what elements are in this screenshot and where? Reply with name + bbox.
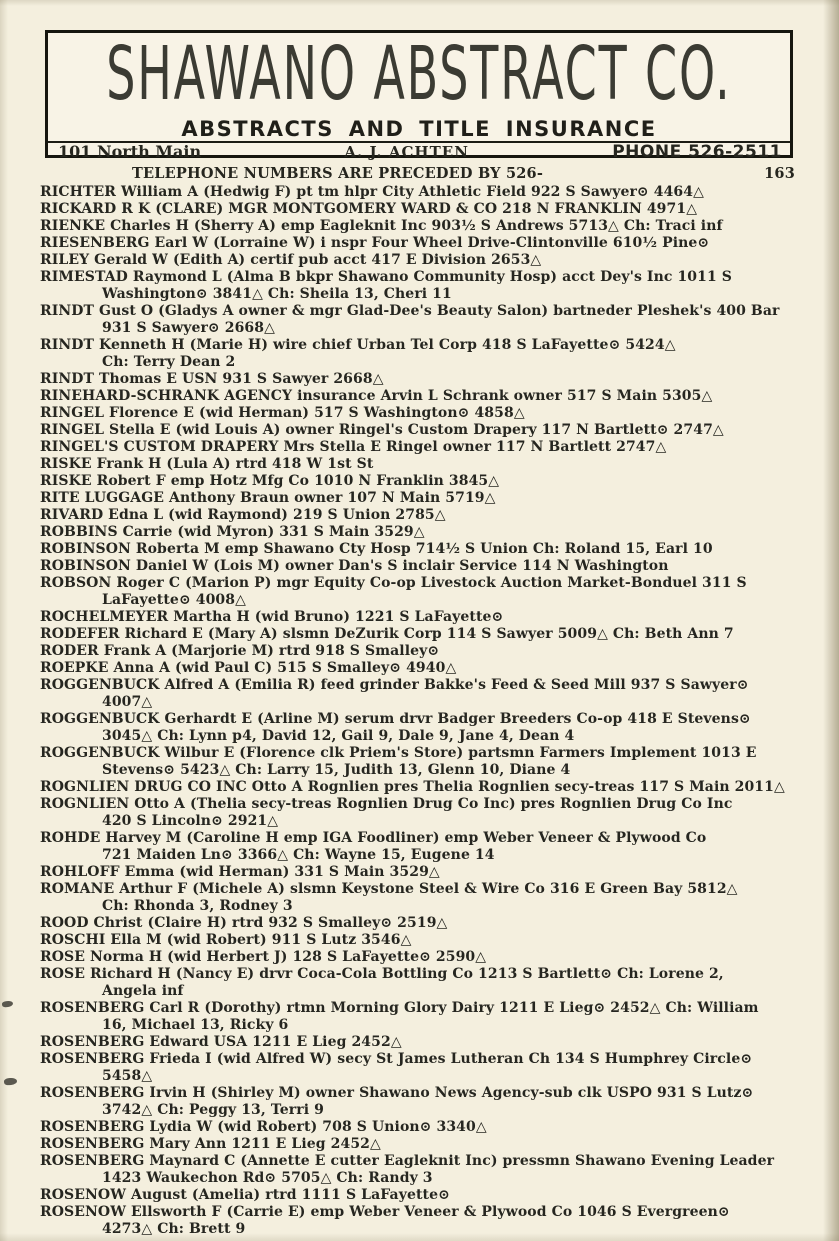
entry-line: 931 S Sawyer⊙ 2668△ <box>102 320 275 336</box>
entry-line: ROEPKE Anna A (wid Paul C) 515 S Smalley⊙ 4940△ <box>40 660 457 676</box>
entry-line: 5458△ <box>102 1068 153 1084</box>
directory-entry <box>40 405 823 422</box>
page-number: 163 <box>764 165 795 182</box>
entry-line: ROGGENBUCK Gerhardt E (Arline M) serum drvr Badger Breeders Co-op 418 E Stevens⊙ <box>40 711 751 727</box>
directory-entry <box>40 235 823 252</box>
entry-line: RINDT Gust O (Gladys A owner & mgr Glad-Dee's Beauty Salon) bartneder Pleshek's 400 Bar <box>40 303 780 319</box>
entry-line: 3742△ Ch: Peggy 13, Terri 9 <box>102 1102 324 1118</box>
directory-entry <box>40 507 823 524</box>
directory-entry <box>40 1153 823 1187</box>
entry-line: ROSE Norma H (wid Herbert J) 128 S LaFayette⊙ 2590△ <box>40 949 487 965</box>
directory-entry <box>40 575 823 609</box>
directory-entry <box>40 915 823 932</box>
ad-agent-name: A. J. ACHTEN <box>344 143 469 161</box>
directory-entry <box>40 252 823 269</box>
entry-line: ROBBINS Carrie (wid Myron) 331 S Main 3529△ <box>40 524 425 540</box>
directory-entry <box>40 745 823 779</box>
entry-line: ROSENBERG Mary Ann 1211 E Lieg 2452△ <box>40 1136 381 1152</box>
directory-entry <box>40 864 823 881</box>
entry-line: ROSENBERG Carl R (Dorothy) rtmn Morning Glory Dairy 1211 E Lieg⊙ 2452△ Ch: William <box>40 1000 759 1016</box>
entry-line: RINGEL'S CUSTOM DRAPERY Mrs Stella E Ringel owner 117 N Bartlett 2747△ <box>40 439 667 455</box>
directory-entry <box>40 609 823 626</box>
entry-line: Washington⊙ 3841△ Ch: Sheila 13, Cheri 11 <box>102 286 452 302</box>
entry-line: RICKARD R K (CLARE) MGR MONTGOMERY WARD & CO 218 N FRANKLIN 4971△ <box>40 201 698 217</box>
telephone-prefix-note: TELEPHONE NUMBERS ARE PRECEDED BY 526- <box>132 165 544 182</box>
directory-entry <box>40 881 823 915</box>
directory-entry <box>40 1119 823 1136</box>
directory-entry <box>40 456 823 473</box>
ad-company-name <box>48 31 790 117</box>
entry-line: ROOD Christ (Claire H) rtrd 932 S Smalley⊙ 2519△ <box>40 915 448 931</box>
directory-entry <box>40 1051 823 1085</box>
entry-line: 420 S Lincoln⊙ 2921△ <box>102 813 279 829</box>
directory-entry <box>40 643 823 660</box>
directory-entry <box>40 269 823 303</box>
directory-entries <box>40 184 823 1238</box>
entry-line: ROSENBERG Lydia W (wid Robert) 708 S Union⊙ 3340△ <box>40 1119 487 1135</box>
entry-line: ROSCHI Ella M (wid Robert) 911 S Lutz 3546△ <box>40 932 412 948</box>
entry-line: RIMESTAD Raymond L (Alma B bkpr Shawano Community Hosp) acct Dey's Inc 1011 S <box>40 269 732 285</box>
entry-line: ROHDE Harvey M (Caroline H emp IGA Foodliner) emp Weber Veneer & Plywood Co <box>40 830 707 846</box>
ad-contact-row <box>58 142 782 162</box>
directory-entry <box>40 626 823 643</box>
directory-entry <box>40 1136 823 1153</box>
entry-line: ROGGENBUCK Wilbur E (Florence clk Priem's Store) partsmn Farmers Implement 1013 E <box>40 745 757 761</box>
entry-line: ROGNLIEN Otto A (Thelia secy-treas Rognlien Drug Co Inc) pres Rognlien Drug Co Inc <box>40 796 733 812</box>
advertisement-box <box>45 30 793 162</box>
entry-line: RINDT Thomas E USN 931 S Sawyer 2668△ <box>40 371 384 387</box>
directory-entry <box>40 303 823 337</box>
page-header-row <box>40 165 795 182</box>
directory-entry <box>40 932 823 949</box>
entry-line: ROGNLIEN DRUG CO INC Otto A Rognlien pres Thelia Rognlien secy-treas 117 S Main 2011△ <box>40 779 785 795</box>
directory-entry <box>40 779 823 796</box>
entry-line: RINDT Kenneth H (Marie H) wire chief Urban Tel Corp 418 S LaFayette⊙ 5424△ <box>40 337 676 353</box>
directory-entry <box>40 1000 823 1034</box>
directory-entry <box>40 1187 823 1204</box>
entry-line: ROMANE Arthur F (Michele A) slsmn Keystone Steel & Wire Co 316 E Green Bay 5812△ <box>40 881 738 897</box>
entry-line: RICHTER William A (Hedwig F) pt tm hlpr City Athletic Field 922 S Sawyer⊙ 4464△ <box>40 184 704 200</box>
directory-entry <box>40 184 823 201</box>
entry-line: ROSE Richard H (Nancy E) drvr Coca-Cola Bottling Co 1213 S Bartlett⊙ Ch: Lorene 2, <box>40 966 724 982</box>
entry-line: RODEFER Richard E (Mary A) slsmn DeZurik Corp 114 S Sawyer 5009△ Ch: Beth Ann 7 <box>40 626 734 642</box>
entry-line: 3045△ Ch: Lynn p4, David 12, Gail 9, Dale 9, Jane 4, Dean 4 <box>102 728 575 744</box>
entry-line: RITE LUGGAGE Anthony Braun owner 107 N Main 5719△ <box>40 490 496 506</box>
entry-line: ROSENOW August (Amelia) rtrd 1111 S LaFayette⊙ <box>40 1187 450 1203</box>
directory-entry <box>40 490 823 507</box>
entry-line: ROSENBERG Irvin H (Shirley M) owner Shawano News Agency-sub clk USPO 931 S Lutz⊙ <box>40 1085 754 1101</box>
entry-line: RISKE Robert F emp Hotz Mfg Co 1010 N Franklin 3845△ <box>40 473 500 489</box>
entry-line: 721 Maiden Ln⊙ 3366△ Ch: Wayne 15, Eugene 14 <box>102 847 495 863</box>
directory-entry <box>40 541 823 558</box>
directory-entry <box>40 1085 823 1119</box>
margin-ink-mark <box>2 1000 14 1007</box>
entry-line: Ch: Rhonda 3, Rodney 3 <box>102 898 293 914</box>
directory-entry <box>40 371 823 388</box>
directory-entry <box>40 439 823 456</box>
entry-line: Stevens⊙ 5423△ Ch: Larry 15, Judith 13, Glenn 10, Diane 4 <box>102 762 571 778</box>
entry-line: RIESENBERG Earl W (Lorraine W) i nspr Four Wheel Drive-Clintonville 610½ Pine⊙ <box>40 235 710 251</box>
entry-line: ROBINSON Daniel W (Lois M) owner Dan's S inclair Service 114 N Washington <box>40 558 669 574</box>
entry-line: RIENKE Charles H (Sherry A) emp Eagleknit Inc 903½ S Andrews 5713△ Ch: Traci inf <box>40 218 723 234</box>
entry-line: RISKE Frank H (Lula A) rtrd 418 W 1st St <box>40 456 374 472</box>
directory-entry <box>40 201 823 218</box>
entry-line: RINGEL Stella E (wid Louis A) owner Ringel's Custom Drapery 117 N Bartlett⊙ 2747△ <box>40 422 724 438</box>
directory-entry <box>40 660 823 677</box>
margin-ink-mark <box>4 1077 18 1085</box>
entry-line: RILEY Gerald W (Edith A) certif pub acct 417 E Division 2653△ <box>40 252 542 268</box>
directory-entry <box>40 558 823 575</box>
entry-line: ROSENBERG Edward USA 1211 E Lieg 2452△ <box>40 1034 402 1050</box>
entry-line: ROSENBERG Maynard C (Annette E cutter Eagleknit Inc) pressmn Shawano Evening Leader <box>40 1153 775 1169</box>
ad-tagline: ABSTRACTS AND TITLE INSURANCE <box>181 117 657 141</box>
directory-entry <box>40 711 823 745</box>
entry-line: ROCHELMEYER Martha H (wid Bruno) 1221 S LaFayette⊙ <box>40 609 504 625</box>
entry-line: 4273△ Ch: Brett 9 <box>102 1221 246 1237</box>
ad-street-address: 101 North Main <box>58 142 202 161</box>
entry-line: ROGGENBUCK Alfred A (Emilia R) feed grinder Bakke's Feed & Seed Mill 937 S Sawyer⊙ <box>40 677 749 693</box>
entry-line: ROHLOFF Emma (wid Herman) 331 S Main 3529△ <box>40 864 440 880</box>
directory-entry <box>40 473 823 490</box>
entry-line: LaFayette⊙ 4008△ <box>102 592 246 608</box>
directory-entry <box>40 1204 823 1238</box>
directory-entry <box>40 388 823 405</box>
entry-line: 4007△ <box>102 694 153 710</box>
directory-entry <box>40 422 823 439</box>
entry-line: ROSENBERG Frieda I (wid Alfred W) secy St James Lutheran Ch 134 S Humphrey Circle⊙ <box>40 1051 753 1067</box>
entry-line: RINGEL Florence E (wid Herman) 517 S Washington⊙ 4858△ <box>40 405 525 421</box>
directory-entry <box>40 796 823 830</box>
directory-entry <box>40 337 823 371</box>
directory-entry <box>40 218 823 235</box>
directory-entry <box>40 677 823 711</box>
entry-line: ROBINSON Roberta M emp Shawano Cty Hosp 714½ S Union Ch: Roland 15, Earl 10 <box>40 541 713 557</box>
entry-line: 16, Michael 13, Ricky 6 <box>102 1017 289 1033</box>
ad-phone-number: PHONE 526-2511 <box>612 142 782 162</box>
directory-entry <box>40 830 823 864</box>
entry-line: RODER Frank A (Marjorie M) rtrd 918 S Smalley⊙ <box>40 643 440 659</box>
entry-line: Ch: Terry Dean 2 <box>102 354 236 370</box>
directory-entry <box>40 524 823 541</box>
entry-line: RIVARD Edna L (wid Raymond) 219 S Union 2785△ <box>40 507 446 523</box>
entry-line: ROBSON Roger C (Marion P) mgr Equity Co-op Livestock Auction Market-Bonduel 311 S <box>40 575 747 591</box>
entry-line: Angela inf <box>102 983 184 999</box>
directory-entry <box>40 1034 823 1051</box>
entry-line: 1423 Waukechon Rd⊙ 5705△ Ch: Randy 3 <box>102 1170 433 1186</box>
directory-entry <box>40 949 823 966</box>
ad-company-name-text: SHAWANO ABSTRACT CO. <box>106 31 732 117</box>
entry-line: ROSENOW Ellsworth F (Carrie E) emp Weber Veneer & Plywood Co 1046 S Evergreen⊙ <box>40 1204 730 1220</box>
directory-entry <box>40 966 823 1000</box>
entry-line: RINEHARD-SCHRANK AGENCY insurance Arvin L Schrank owner 517 S Main 5305△ <box>40 388 713 404</box>
